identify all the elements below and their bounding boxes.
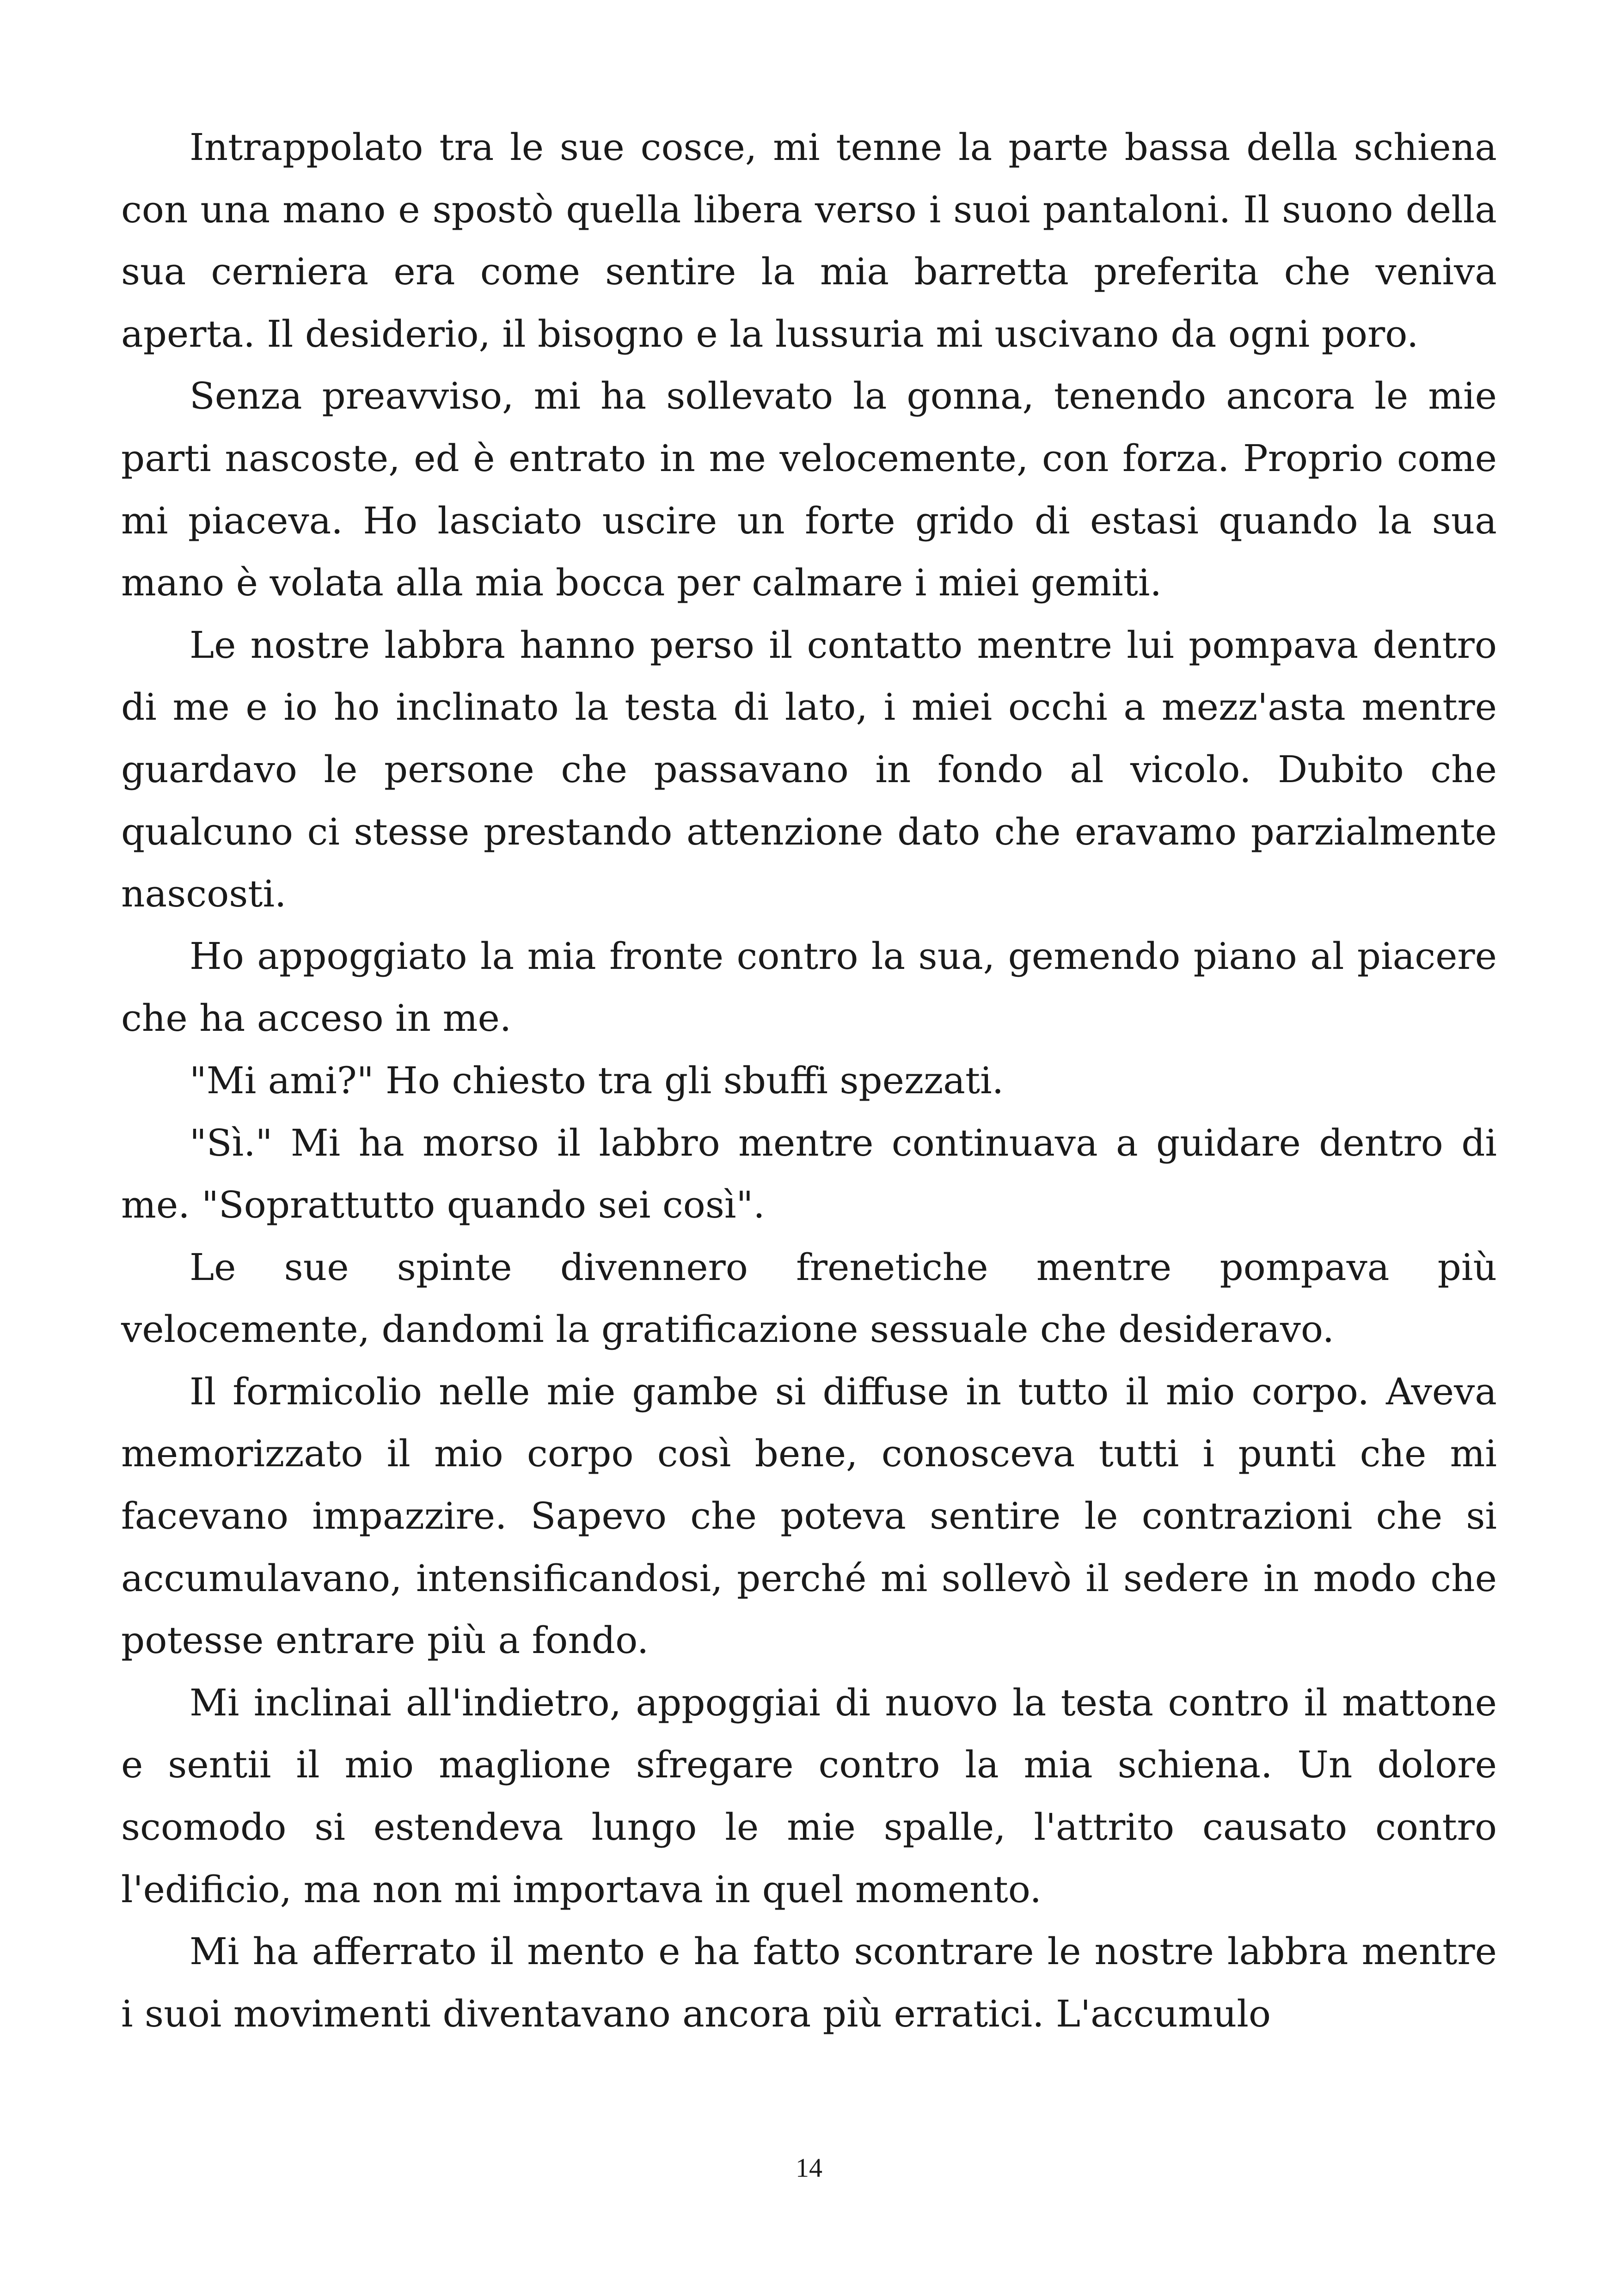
paragraph: Intrappolato tra le sue cosce, mi tenne la parte bassa della schiena con una mano e spostò quella libera verso i suoi pantaloni. Il suono della sua cerniera era come sentire la mia barretta preferita che veniva aperta. Il desiderio, il bisogno e la lussuria mi uscivano da ogni poro. [121, 126, 1497, 355]
paragraph: "Mi ami?" Ho chiesto tra gli sbuffi spezzati. [190, 1059, 1004, 1102]
paragraph: Il formicolio nelle mie gambe si diffuse in tutto il mio corpo. Aveva memorizzato il mio corpo così bene, conosceva tutti i punti che mi facevano impazzire. Sapevo che poteva sentire le contrazioni che si accumulavano, intensificandosi, perché mi sollevò il sedere in modo che potesse entrare più a fondo. [121, 1370, 1497, 1662]
body-text [121, 116, 1497, 2045]
paragraph: Mi inclinai all'indietro, appoggiai di nuovo la testa contro il mattone e sentii il mio maglione sfregare contro la mia schiena. Un dolore scomodo si estendeva lungo le mie spalle, l'attrito causato contro l'edificio, ma non mi importava in quel momento. [121, 1681, 1497, 1911]
page-number: 14 [796, 2153, 822, 2183]
paragraph: "Sì." Mi ha morso il labbro mentre continuava a guidare dentro di me. "Soprattutto quando sei così". [121, 1121, 1497, 1227]
paragraph: Le sue spinte divennero frenetiche mentre pompava più velocemente, dandomi la gratificazione sessuale che desideravo. [121, 1245, 1497, 1351]
paragraph: Senza preavviso, mi ha sollevato la gonna, tenendo ancora le mie parti nascoste, ed è entrato in me velocemente, con forza. Proprio come mi piaceva. Ho lasciato uscire un forte grido di estasi quando la sua mano è volata alla mia bocca per calmare i miei gemiti. [121, 374, 1497, 605]
paragraph: Ho appoggiato la mia fronte contro la sua, gemendo piano al piacere che ha acceso in me. [121, 934, 1497, 1040]
paragraph: Mi ha afferrato il mento e ha fatto scontrare le nostre labbra mentre i suoi movimenti diventavano ancora più erratici. L'accumulo [121, 1930, 1497, 2035]
paragraph: Le nostre labbra hanno perso il contatto mentre lui pompava dentro di me e io ho inclinato la testa di lato, i miei occhi a mezz'asta mentre guardavo le persone che passavano in fondo al vicolo. Dubito che qualcuno ci stesse prestando attenzione dato che eravamo parzialmente nascosti. [121, 623, 1497, 916]
